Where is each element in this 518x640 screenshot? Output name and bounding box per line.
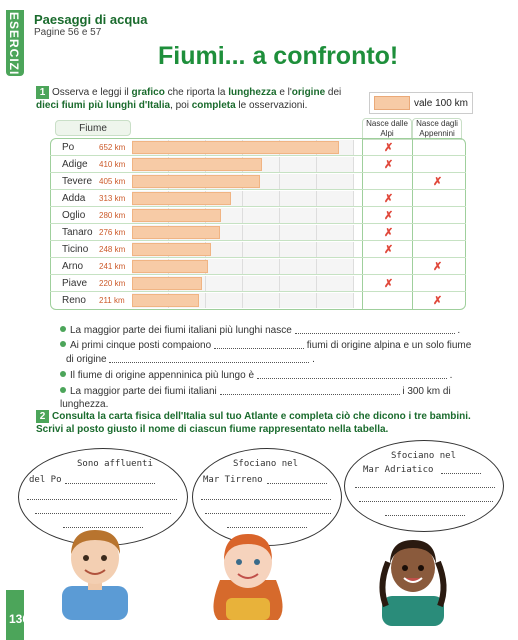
table-row xyxy=(50,207,466,224)
observation-text: di origine xyxy=(66,354,107,365)
observation-text: Ai primi cinque posti compaiono xyxy=(70,340,212,351)
page-title: Fiumi... a confronto! xyxy=(158,42,399,70)
river-name: Arno xyxy=(62,261,84,272)
ex1-keyword: completa xyxy=(191,100,236,111)
ex1-keyword: lunghezza xyxy=(228,87,277,98)
length-bar xyxy=(132,294,199,307)
row-divider xyxy=(50,291,466,292)
row-divider xyxy=(50,257,466,258)
row-divider xyxy=(50,155,466,156)
bullet-icon xyxy=(60,341,66,347)
river-name: Tanaro xyxy=(62,227,93,238)
answer-line[interactable] xyxy=(257,370,447,379)
answer-line[interactable] xyxy=(355,487,495,488)
table-row xyxy=(50,173,466,190)
column-header-appennini: Nasce dagli Appennini xyxy=(412,118,462,140)
length-bar xyxy=(132,158,262,171)
chart-legend xyxy=(369,92,473,114)
table-row xyxy=(50,190,466,207)
row-divider xyxy=(50,274,466,275)
section-label: ESERCIZI xyxy=(7,12,21,76)
observation-2 xyxy=(60,339,480,352)
origin-mark-icon: ✗ xyxy=(384,159,394,171)
exercise-1-instructions xyxy=(36,86,366,112)
observation-1: La maggior parte dei fiumi italiani più lunghi nasce . xyxy=(60,324,480,337)
row-divider xyxy=(50,172,466,173)
ex1-keyword: dieci fiumi più lunghi d'Italia xyxy=(36,100,171,111)
ex2-text: e completa ciò che dicono i tre bambini. xyxy=(277,411,471,422)
length-bar xyxy=(132,209,221,222)
answer-line[interactable] xyxy=(27,499,177,500)
bubble-text: del Po xyxy=(29,475,62,485)
answer-line[interactable] xyxy=(220,386,400,395)
sidebar xyxy=(0,0,30,640)
answer-line[interactable] xyxy=(267,483,327,484)
girl-braids-illustration xyxy=(368,526,458,626)
observation-text: La maggior parte dei fiumi italiani xyxy=(70,386,217,397)
origin-mark-icon: ✗ xyxy=(433,295,443,307)
exercise-2-instructions xyxy=(36,410,476,436)
page-number: 136 xyxy=(8,612,30,626)
bubble-text: Mar Tirreno xyxy=(203,475,263,485)
ex1-text: dei xyxy=(325,87,342,98)
answer-line[interactable] xyxy=(441,473,481,474)
bubble-title: Sfociano nel xyxy=(391,451,457,461)
legend-label: vale 100 km xyxy=(414,98,468,109)
ex1-text: che riporta la xyxy=(164,87,229,98)
answer-line[interactable] xyxy=(65,483,155,484)
origin-mark-icon: ✗ xyxy=(384,210,394,222)
observation-text: Il fiume di origine appenninica più lungo è xyxy=(70,370,255,381)
length-bar xyxy=(132,226,220,239)
bullet-icon xyxy=(60,371,66,377)
ex1-text: , poi xyxy=(170,100,192,111)
river-name: Piave xyxy=(62,278,88,289)
answer-line[interactable] xyxy=(214,340,304,349)
bullet-icon xyxy=(60,387,66,393)
table-row xyxy=(50,258,466,275)
river-length: 211 km xyxy=(99,296,125,305)
ex2-text: Consulta la carta fisica dell'Italia sul tuo xyxy=(52,411,245,422)
boy-illustration xyxy=(50,520,140,620)
answer-line[interactable] xyxy=(201,499,331,500)
length-bar xyxy=(132,260,208,273)
section-tab xyxy=(6,10,24,76)
river-length: 652 km xyxy=(99,143,126,152)
river-length: 405 km xyxy=(99,177,126,186)
answer-line[interactable] xyxy=(385,515,465,516)
observation-text: La maggior parte dei fiumi italiani più lunghi nasce xyxy=(70,325,292,336)
row-divider xyxy=(50,223,466,224)
river-length: 410 km xyxy=(99,160,126,169)
pages-reference: Pagine 56 e 57 xyxy=(34,27,102,38)
table-row xyxy=(50,292,466,309)
observation-text: i 300 km di lunghezza. xyxy=(60,386,451,410)
origin-mark-icon: ✗ xyxy=(384,193,394,205)
ex1-keyword: origine xyxy=(291,87,326,98)
answer-line[interactable] xyxy=(35,513,171,514)
river-name: Adige xyxy=(62,159,88,170)
length-bar xyxy=(132,175,260,188)
column-header-alpi: Nasce dalle Alpi xyxy=(362,118,412,140)
river-name: Reno xyxy=(62,295,86,306)
observation-text: fiumi di origine alpina e un solo fiume xyxy=(306,340,472,351)
observation-2-cont: di origine . xyxy=(66,354,315,365)
speech-bubble-adriatico xyxy=(344,440,504,532)
river-name: Po xyxy=(62,142,75,153)
table-row xyxy=(50,224,466,241)
row-divider xyxy=(50,189,466,190)
column-header-fiume: Fiume xyxy=(55,120,131,136)
exercise-1-number: 1 xyxy=(36,86,49,99)
river-length: 241 km xyxy=(99,262,126,271)
ex1-text: Osserva e leggi il xyxy=(52,87,132,98)
bubble-text: Mar Adriatico xyxy=(363,465,434,475)
ex1-text: le osservazioni. xyxy=(235,100,308,111)
table-row xyxy=(50,275,466,292)
table-row xyxy=(50,241,466,258)
answer-line[interactable] xyxy=(295,325,455,334)
topic-title: Paesaggi di acqua xyxy=(34,12,148,27)
answer-line[interactable] xyxy=(359,501,493,502)
river-name: Ticino xyxy=(62,244,89,255)
column-divider xyxy=(362,138,363,310)
length-bar xyxy=(132,141,339,154)
river-length: 313 km xyxy=(99,194,126,203)
table-row xyxy=(50,156,466,173)
river-name: Adda xyxy=(62,193,86,204)
river-length: 276 km xyxy=(99,228,126,237)
bubble-title: Sfociano nel xyxy=(233,459,299,469)
observation-3: Il fiume di origine appenninica più lungo è . xyxy=(60,369,480,382)
length-bar xyxy=(132,277,202,290)
length-bar xyxy=(132,192,231,205)
bubble-title: Sono affluenti xyxy=(77,459,153,469)
ex1-keyword: grafico xyxy=(131,87,165,98)
observation-4 xyxy=(60,385,480,411)
answer-line[interactable] xyxy=(205,513,331,514)
ex1-text: e l' xyxy=(276,87,292,98)
column-divider xyxy=(412,138,413,310)
origin-mark-icon: ✗ xyxy=(384,227,394,239)
origin-mark-icon: ✗ xyxy=(433,261,443,273)
row-divider xyxy=(50,206,466,207)
river-name: Tevere xyxy=(62,176,93,187)
origin-mark-icon: ✗ xyxy=(433,176,443,188)
origin-mark-icon: ✗ xyxy=(384,244,394,256)
length-bar xyxy=(132,243,211,256)
river-name: Oglio xyxy=(62,210,86,221)
river-length: 220 km xyxy=(99,279,126,288)
river-length: 248 km xyxy=(99,245,126,254)
ex2-text: Scrivi al posto giusto il nome di ciascun fiume rappresentato nella tabella. xyxy=(36,424,389,435)
river-length: 280 km xyxy=(99,211,126,220)
table-row xyxy=(50,139,466,156)
row-divider xyxy=(50,240,466,241)
ex2-keyword: Atlante xyxy=(244,411,278,422)
legend-swatch xyxy=(374,96,410,110)
origin-mark-icon: ✗ xyxy=(384,278,394,290)
bullet-icon xyxy=(60,326,66,332)
girl-illustration xyxy=(198,520,298,620)
exercise-2-number: 2 xyxy=(36,410,49,423)
answer-line[interactable] xyxy=(109,354,309,363)
origin-mark-icon: ✗ xyxy=(384,142,394,154)
